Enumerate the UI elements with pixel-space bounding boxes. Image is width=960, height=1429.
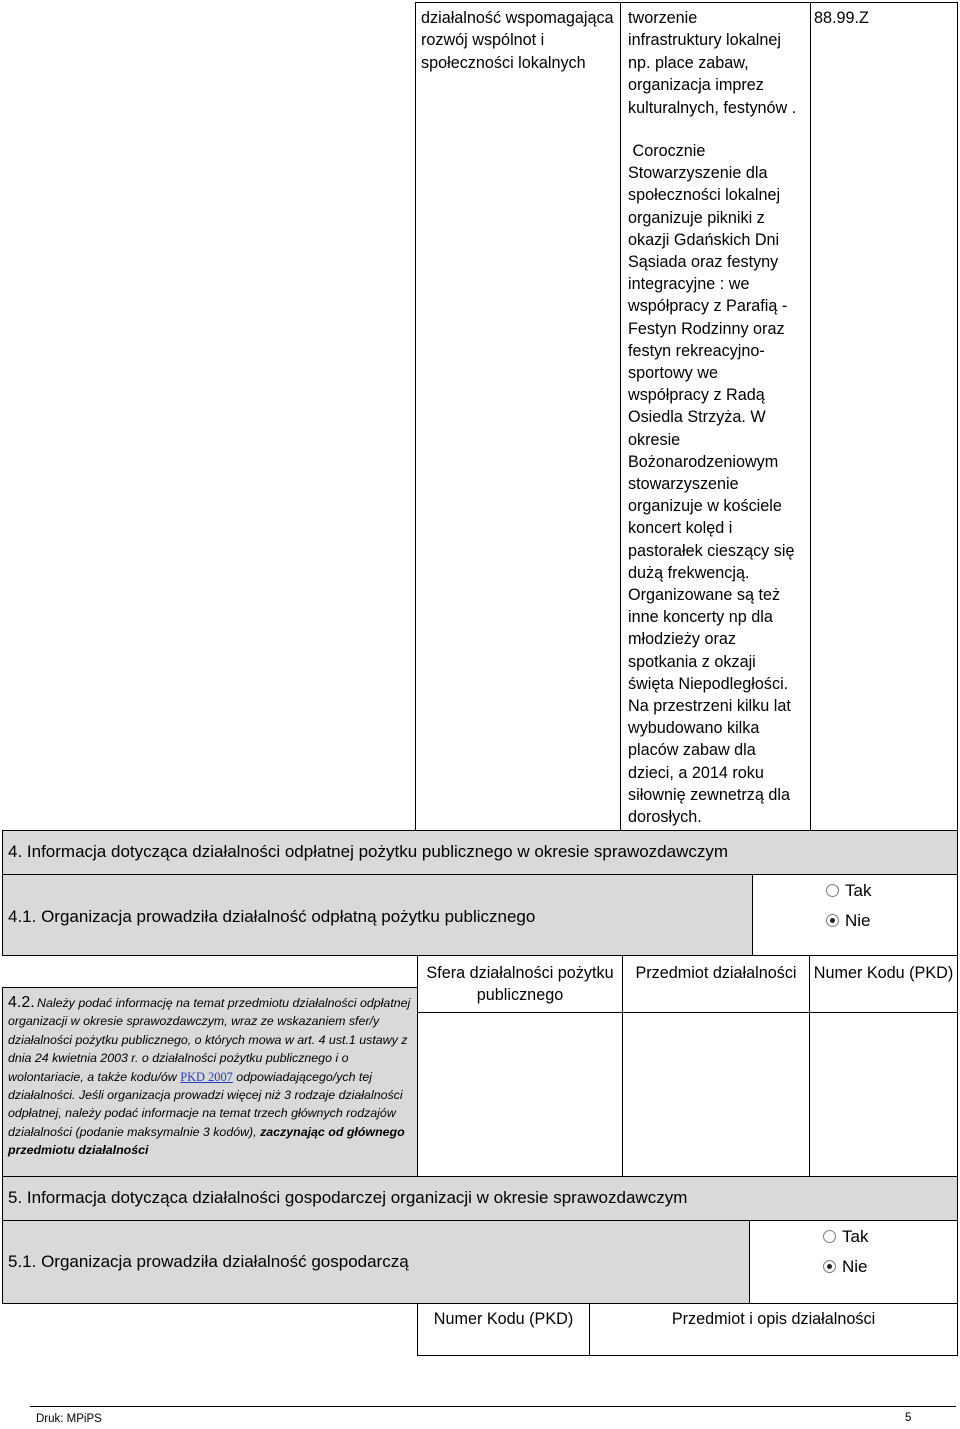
q42-number: 4.2. [8, 994, 35, 1011]
q42-col-subject: Przedmiot działalności [635, 964, 797, 982]
q42-text-b: odpowiadającego/ych tej działalności. Jeśli organizacja prowadzi więcej niż 3 rodzaje działalności odpłatnej, należy podać informacje na temat trzech głównych rodzajów działalności (podanie maksymalnie 3 kodów), [8, 1069, 403, 1139]
q42-text-bold: zaczynając od głównego przedmiotu działalności [8, 1124, 405, 1158]
footer-print-label: Druk: MPiPS [36, 1413, 102, 1425]
description-line: wybudowano kilka [628, 719, 760, 738]
description-line: dzieci, a 2014 roku [628, 763, 764, 782]
description-line: placów zabaw dla [628, 741, 756, 760]
q51-radio-tak-label: Tak [842, 1227, 869, 1246]
activity-line: infrastruktury lokalnej [628, 31, 781, 50]
q41-radio-nie-label: Nie [845, 911, 871, 930]
pkd-code: 88.99.Z [814, 9, 869, 27]
description-line: dorosłych. [628, 808, 702, 827]
activity-line: organizacja imprez [628, 76, 764, 95]
q42-instructions [8, 994, 418, 1160]
description-line: koncert kolęd i [628, 519, 733, 538]
description-line: organizuje w kościele [628, 497, 782, 516]
q42-subject-value[interactable] [622, 1012, 810, 1177]
q51-radio-nie[interactable] [823, 1260, 836, 1273]
description-line: Organizowane są też [628, 586, 781, 605]
description-line: Na przestrzeni kilku lat [628, 697, 791, 716]
section5-heading: 5. Informacja dotycząca działalności gospodarczej organizacji w okresie sprawozdawczym [8, 1188, 688, 1207]
description-line: sportowy we [628, 364, 718, 383]
description-line: inne koncerty np dla [628, 608, 773, 627]
description-line: święta Niepodległości. [628, 674, 789, 693]
description-line: organizuje pikniki z [628, 208, 765, 227]
pkd-2007-link[interactable]: PKD 2007 [180, 1069, 233, 1084]
description-line: współpracy z Radą [628, 386, 765, 405]
description-line: siłownię zewnetrzą dla [628, 785, 790, 804]
q51-radio-tak[interactable] [823, 1230, 836, 1243]
q42-col-code: Numer Kodu (PKD) [813, 964, 954, 982]
q42-sphere-value[interactable] [417, 1012, 623, 1177]
q41-radio-nie[interactable] [826, 914, 839, 927]
sphere-text: działalność wspomagająca rozwój wspólnot i społeczności lokalnych [421, 9, 614, 72]
q42-text-a: Należy podać informację na temat przedmiotu działalności odpłatnej organizacji w okresie sprawozdawczym, wraz ze wskazaniem sfer/y działalności pożytku publicznego, o których mowa w art. 4 ust.1 ustawy z dnia 24 kwietnia 2003 r. o działalności pożytku publicznego i o wolontariacie, a także kodu/ów [8, 996, 411, 1084]
description-line: pastorałek cieszący się [628, 541, 795, 560]
description-line: Stowarzyszenie dla [628, 164, 768, 183]
description-line: spotkania z okzaji [628, 652, 756, 671]
activity-text [628, 7, 810, 119]
activity-line: kulturalnych, festynów . [628, 98, 797, 117]
q52-col-subject: Przedmiot i opis działalności [671, 1310, 876, 1328]
description-line: Sąsiada oraz festyny [628, 253, 779, 272]
description-line: stowarzyszenie [628, 475, 739, 494]
description-line: Osiedla Strzyża. W [628, 408, 766, 427]
description-line: młodzieży oraz [628, 630, 736, 649]
q52-col-code: Numer Kodu (PKD) [433, 1310, 574, 1328]
q41-label: 4.1. Organizacja prowadziła działalność odpłatną pożytku publicznego [8, 907, 536, 926]
pkd-cell [810, 2, 958, 831]
description-line: Bożonarodzeniowym [628, 452, 779, 471]
sphere-cell [415, 2, 621, 831]
description-line: Corocznie [628, 142, 706, 160]
footer-rule [30, 1406, 956, 1407]
footer-page-number: 5 [905, 1412, 912, 1424]
activity-line: tworzenie [628, 9, 698, 27]
activity-description [628, 140, 810, 828]
description-line: społeczności lokalnej [628, 186, 781, 205]
description-line: integracyjne : we [628, 275, 750, 294]
description-line: festyn rekreacyjno- [628, 341, 765, 360]
section4-heading: 4. Informacja dotycząca działalności odpłatnej pożytku publicznego w okresie sprawozdawczym [8, 842, 729, 861]
q42-col-sphere: Sfera działalności pożytku publicznego [426, 964, 614, 1005]
activity-line: np. place zabaw, [628, 53, 749, 72]
description-line: okazji Gdańskich Dni [628, 230, 780, 249]
description-line: okresie [628, 430, 681, 449]
description-line: współpracy z Parafią - [628, 297, 788, 316]
q51-label: 5.1. Organizacja prowadziła działalność gospodarczą [8, 1252, 409, 1271]
q41-radio-tak-label: Tak [845, 881, 872, 900]
q42-code-value[interactable] [809, 1012, 958, 1177]
q41-radio-tak[interactable] [826, 884, 839, 897]
q51-radio-nie-label: Nie [842, 1257, 868, 1276]
description-line: dużą frekwencją. [628, 563, 750, 582]
description-line: Festyn Rodzinny oraz [628, 319, 785, 338]
